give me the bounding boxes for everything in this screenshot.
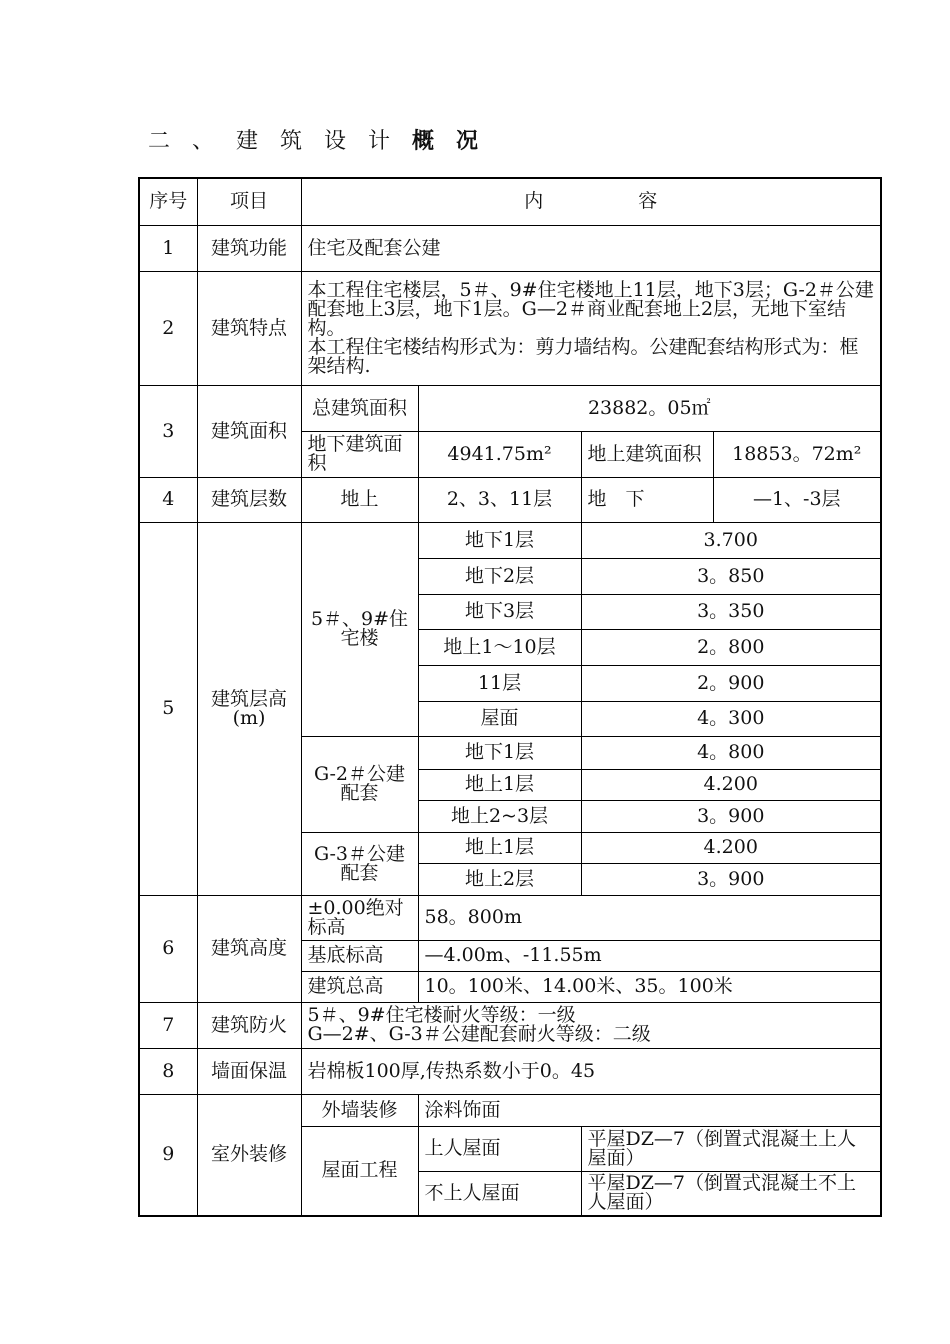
feature-line: 本工程住宅楼层，5＃、9#住宅楼地上11层，地下3层；G-2＃公建配套地上3层，地下1层。G—2＃商业配套地上2层，无地下室结构。 <box>307 278 874 339</box>
floor-name: 11层 <box>418 665 581 701</box>
floor-height: 2。900 <box>581 665 881 701</box>
table-row <box>139 1094 881 1126</box>
area-above-value: 18853。72m² <box>713 431 881 477</box>
area-under-value: 4941.75m² <box>418 431 581 477</box>
title-char: 计 <box>368 129 391 154</box>
header-content: 内 容 <box>301 178 881 225</box>
row-no: 7 <box>139 1002 197 1048</box>
row-no: 8 <box>139 1048 197 1094</box>
floor-name: 地下1层 <box>418 736 581 769</box>
wall-label: 外墙装修 <box>301 1094 418 1126</box>
floor-name: 地下1层 <box>418 522 581 558</box>
roof-label: 屋面工程 <box>301 1126 418 1216</box>
table-row <box>139 225 881 271</box>
floors-under-value: —1、-3层 <box>713 477 881 522</box>
height-value: 58。800m <box>418 895 881 940</box>
fire-line: 5＃、9#住宅楼耐火等级：一级 <box>307 1004 576 1026</box>
floor-name: 地下2层 <box>418 558 581 594</box>
row-item: 建筑高度 <box>197 895 301 1002</box>
header-item: 项目 <box>197 178 301 225</box>
floor-height: 3。900 <box>581 863 881 895</box>
floor-height: 3。900 <box>581 800 881 832</box>
row-item: 建筑防火 <box>197 1002 301 1048</box>
table-row <box>139 271 881 385</box>
row-item: 建筑面积 <box>197 385 301 477</box>
floors-above-label: 地上 <box>301 477 418 522</box>
area-above-label: 地上建筑面积 <box>581 431 713 477</box>
title-char: 筑 <box>280 129 303 154</box>
row-content: 住宅及配套公建 <box>301 225 881 271</box>
row-item: 墙面保温 <box>197 1048 301 1094</box>
row-no: 3 <box>139 385 197 477</box>
floor-height: 4.200 <box>581 769 881 800</box>
row-content <box>301 1002 881 1048</box>
table-row <box>139 895 881 940</box>
title-char: 二 <box>148 129 171 154</box>
row-item: 建筑层数 <box>197 477 301 522</box>
table-row <box>139 522 881 558</box>
row-item: 建筑功能 <box>197 225 301 271</box>
roof-desc: 平屋DZ—7（倒置式混凝土不上人屋面） <box>581 1171 881 1216</box>
title-char: 设 <box>324 129 347 154</box>
area-total-label: 总建筑面积 <box>301 385 418 431</box>
row-item: 建筑层高(m) <box>197 522 301 895</box>
area-under-label: 地下建筑面积 <box>301 431 418 477</box>
group-name: G-2＃公建配套 <box>301 736 418 832</box>
row-no: 9 <box>139 1094 197 1216</box>
group-name: G-3＃公建配套 <box>301 832 418 895</box>
height-value: —4.00m、-11.55m <box>418 940 881 971</box>
title-char-bold: 况 <box>456 128 479 154</box>
roof-type: 上人屋面 <box>418 1126 581 1171</box>
table-row <box>139 1048 881 1094</box>
area-total-value: 23882。05㎡ <box>418 385 881 431</box>
floor-height: 2。800 <box>581 629 881 665</box>
floor-height: 3。850 <box>581 558 881 594</box>
height-label: 建筑总高 <box>301 971 418 1002</box>
fire-line: G—2#、G-3＃公建配套耐火等级：二级 <box>307 1023 651 1045</box>
table-header-row <box>139 178 881 225</box>
floors-under-label: 地 下 <box>581 477 713 522</box>
roof-type: 不上人屋面 <box>418 1171 581 1216</box>
row-no: 1 <box>139 225 197 271</box>
floor-height: 3.700 <box>581 522 881 558</box>
floor-height: 4。300 <box>581 701 881 736</box>
title-char: 建 <box>236 129 259 154</box>
wall-value: 涂料饰面 <box>418 1094 881 1126</box>
floor-name: 地上1层 <box>418 832 581 863</box>
row-no: 6 <box>139 895 197 1002</box>
row-no: 5 <box>139 522 197 895</box>
group-name: 5＃、9#住宅楼 <box>301 522 418 736</box>
design-overview-table <box>138 177 882 1217</box>
row-no: 2 <box>139 271 197 385</box>
table-row <box>139 385 881 431</box>
row-content: 岩棉板100厚,传热系数小于0。45 <box>301 1048 881 1094</box>
row-content <box>301 271 881 385</box>
title-char-bold: 概 <box>412 128 435 154</box>
header-no: 序号 <box>139 178 197 225</box>
floors-above-value: 2、3、11层 <box>418 477 581 522</box>
row-no: 4 <box>139 477 197 522</box>
row-item: 建筑特点 <box>197 271 301 385</box>
floor-name: 地下3层 <box>418 594 581 629</box>
height-label: ±0.00绝对标高 <box>301 895 418 940</box>
feature-line: 本工程住宅楼结构形式为：剪力墙结构。公建配套结构形式为：框架结构. <box>307 335 859 377</box>
table-row <box>139 477 881 522</box>
floor-name: 地上2~3层 <box>418 800 581 832</box>
floor-name: 地上2层 <box>418 863 581 895</box>
floor-name: 地上1～10层 <box>418 629 581 665</box>
page-title <box>148 124 500 155</box>
roof-desc: 平屋DZ—7（倒置式混凝土上人屋面） <box>581 1126 881 1171</box>
floor-name: 地上1层 <box>418 769 581 800</box>
row-item: 室外装修 <box>197 1094 301 1216</box>
floor-name: 屋面 <box>418 701 581 736</box>
height-label: 基底标高 <box>301 940 418 971</box>
floor-height: 3。350 <box>581 594 881 629</box>
height-value: 10。100米、14.00米、35。100米 <box>418 971 881 1002</box>
floor-height: 4。800 <box>581 736 881 769</box>
floor-height: 4.200 <box>581 832 881 863</box>
title-char: 、 <box>192 129 215 154</box>
table-row <box>139 1002 881 1048</box>
